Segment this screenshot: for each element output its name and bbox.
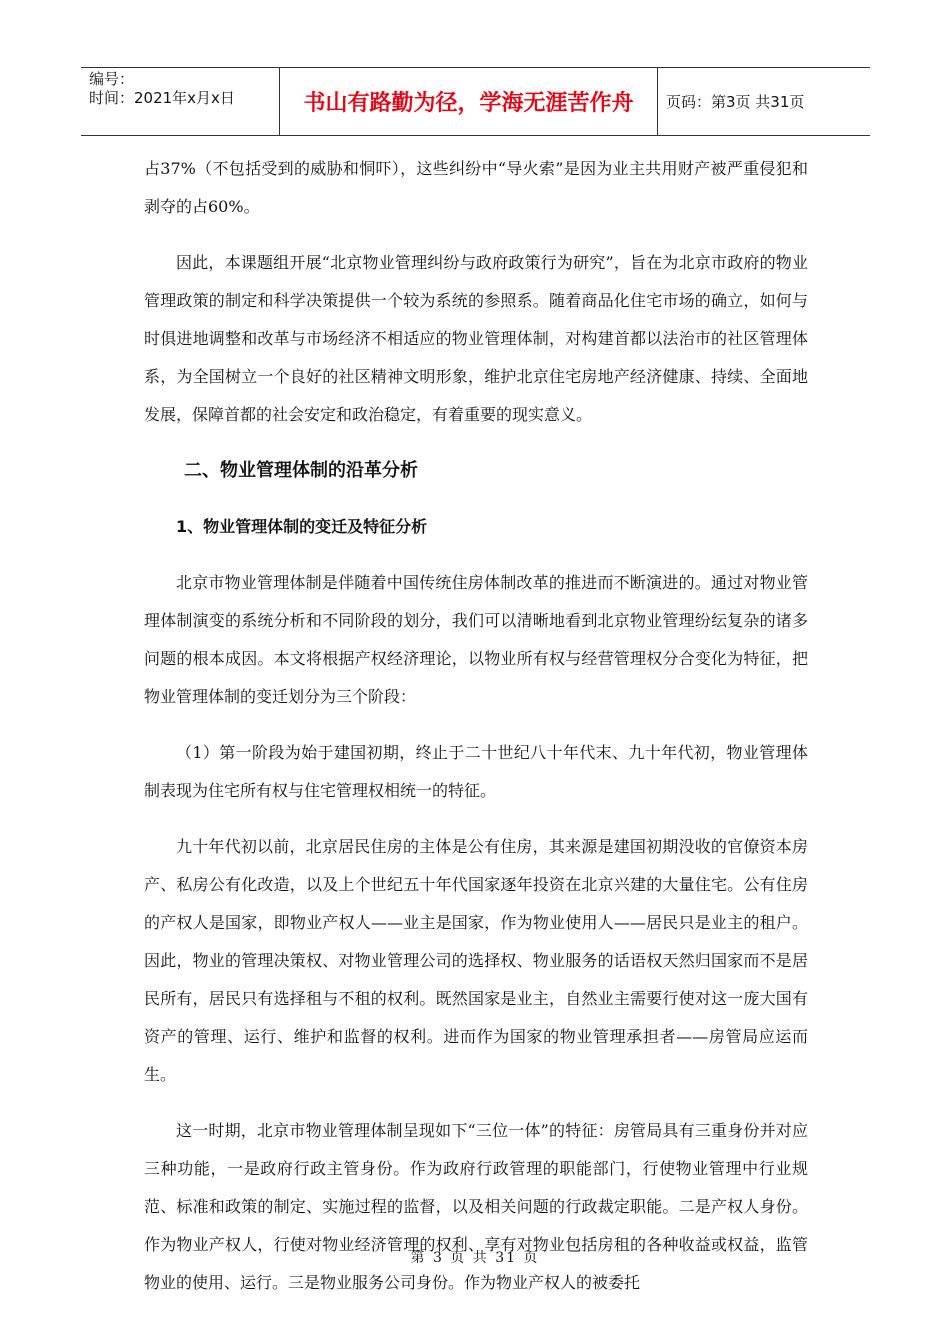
paragraph-three-in-one: 这一时期，北京市物业管理体制呈现如下“三位一体”的特征：房管局具有三重身份并对应三种功能，一是政府行政主管身份。作为政府行政管理的职能部门，行使物业管理中行业规范、标准和政策的制定、实施过程的监督，以及相关问题的行政裁定职能。二是产权人身份。作为物业产权人，行使对物业经济管理的权利、享有对物业包括房租的各种收益或权益，监管物业的使用、运行。三是物业服务公司身份。作为物业产权人的被委托: [144, 1121, 808, 1292]
paragraph-stage-one: （1）第一阶段为始于建国初期，终止于二十世纪八十年代末、九十年代初，物业管理体制表现为住宅所有权与住宅管理权相统一的特征。: [144, 743, 808, 800]
subsection-heading: 1、物业管理体制的变迁及特征分析: [176, 517, 428, 536]
header-page-info: 页码：第3页 共31页: [666, 93, 805, 111]
document-date-label: 时间：2021年x月x日: [89, 89, 235, 107]
document-number-label: 编号：: [89, 70, 135, 88]
document-body: [144, 150, 808, 1320]
header-motto: 书山有路勤为径，学海无涯苦作舟: [280, 68, 658, 135]
paragraph-continued: 占37%（不包括受到的威胁和恫吓），这些纠纷中“导火索”是因为业主共用财产被严重侵犯和剥夺的占60%。: [144, 159, 808, 216]
paragraph-purpose: 因此，本课题组开展“北京物业管理纠纷与政府政策行为研究”，旨在为北京市政府的物业管理政策的制定和科学决策提供一个较为系统的参照系。随着商品化住宅市场的确立，如何与时俱进地调整和改革与市场经济不相适应的物业管理体制，对构建首都以法治市的社区管理体系，为全国树立一个良好的社区精神文明形象，维护北京住宅房地产经济健康、持续、全面地发展，保障首都的社会安定和政治稳定，有着重要的现实意义。: [144, 253, 808, 424]
page-header: [81, 67, 870, 136]
header-meta: [81, 68, 280, 135]
paragraph-evolution: 北京市物业管理体制是伴随着中国传统住房体制改革的推进而不断演进的。通过对物业管理体制演变的系统分析和不同阶段的划分，我们可以清晰地看到北京物业管理纷纭复杂的诸多问题的根本成因。本文将根据产权经济理论，以物业所有权与经营管理权分合变化为特征，把物业管理体制的变迁划分为三个阶段：: [144, 573, 808, 706]
page-footer: 第 3 页 共 31 页: [410, 1250, 540, 1266]
paragraph-public-housing: 九十年代初以前，北京居民住房的主体是公有住房，其来源是建国初期没收的官僚资本房产、私房公有化改造，以及上个世纪五十年代国家逐年投资在北京兴建的大量住宅。公有住房的产权人是国家，即物业产权人——业主是国家，作为物业使用人——居民只是业主的租户。因此，物业的管理决策权、对物业管理公司的选择权、物业服务的话语权天然归国家而不是居民所有，居民只有选择租与不租的权利。既然国家是业主，自然业主需要行使对这一庞大国有资产的管理、运行、维护和监督的权利。进而作为国家的物业管理承担者——房管局应运而生。: [144, 837, 808, 1084]
section-heading: 二、物业管理体制的沿革分析: [184, 460, 418, 481]
